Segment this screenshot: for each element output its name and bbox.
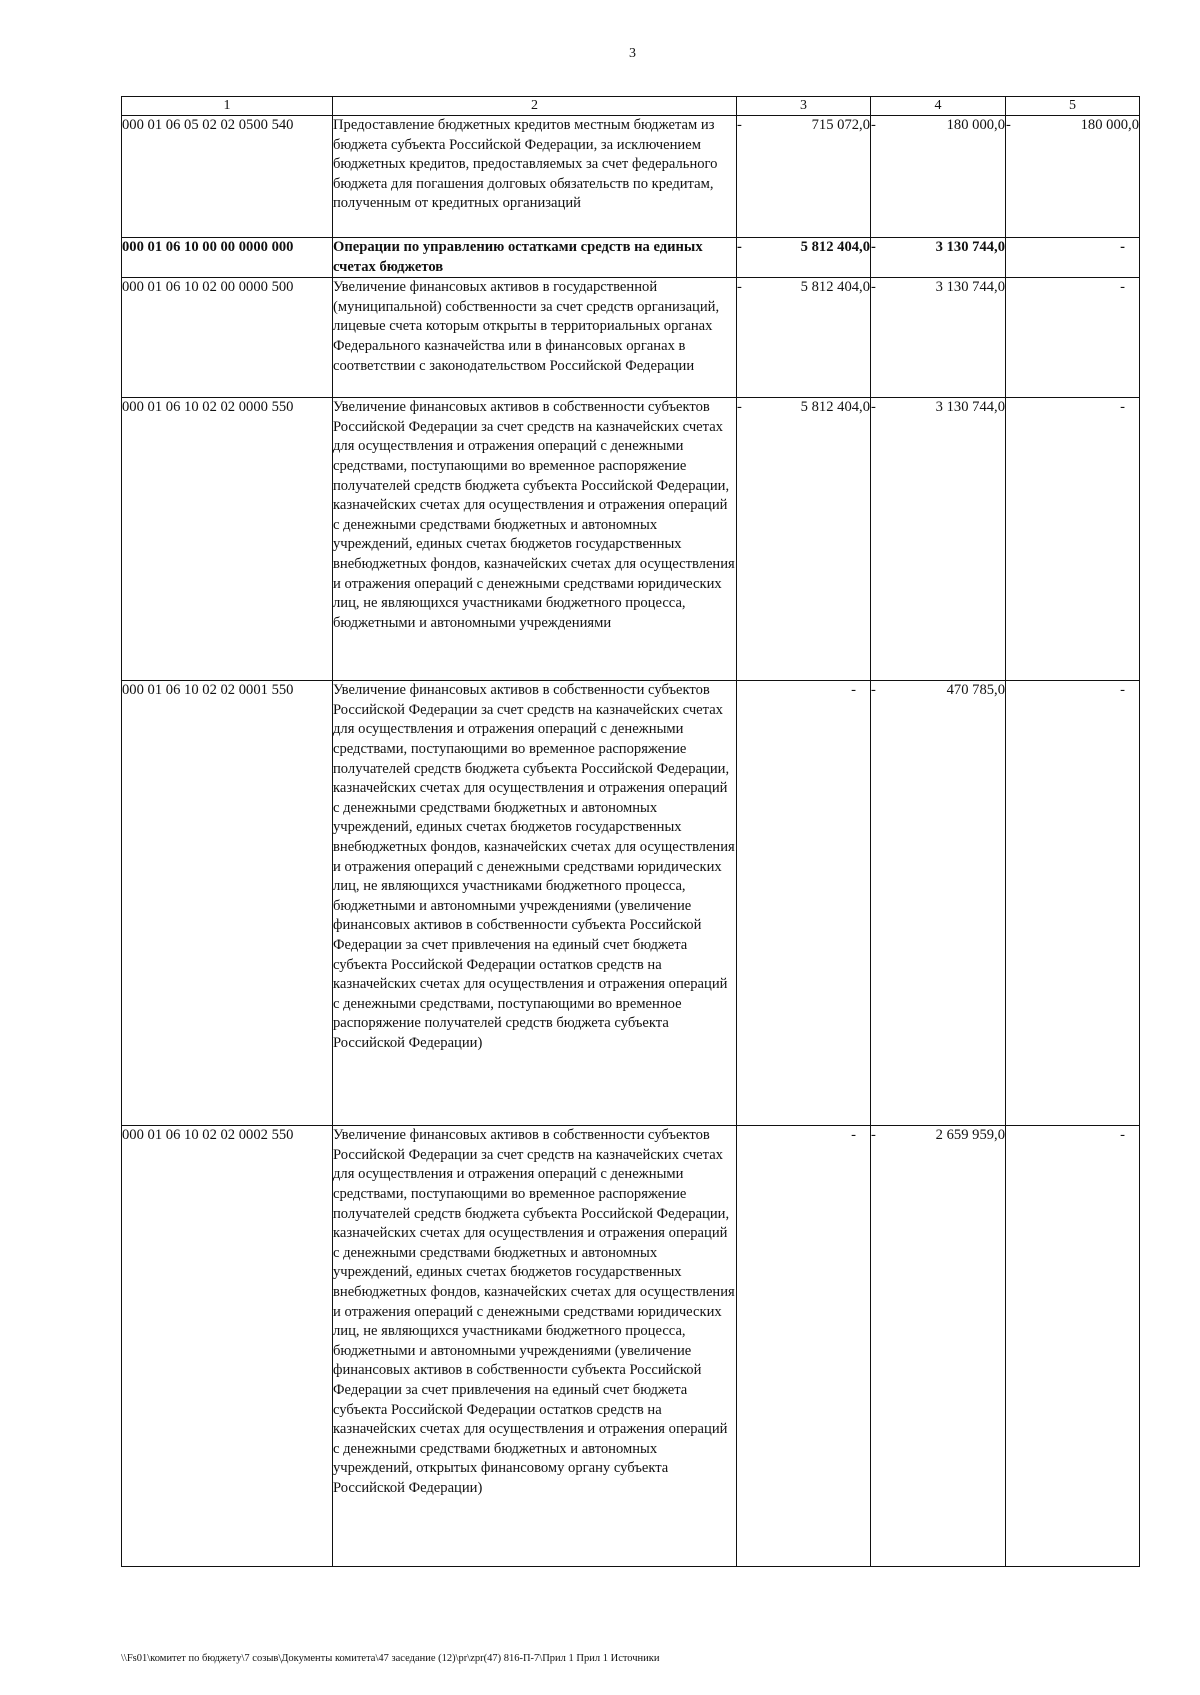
amount-value: 5 812 404,0 xyxy=(800,399,870,416)
dash-mark: - xyxy=(1006,117,1011,133)
budget-code: 000 01 06 10 02 02 0001 550 xyxy=(122,681,333,1126)
table-row xyxy=(122,398,1140,681)
amount-col5: - xyxy=(1006,278,1140,398)
table-row xyxy=(122,681,1140,1126)
amount-col3: - xyxy=(737,1126,871,1567)
budget-code: 000 01 06 10 02 02 0000 550 xyxy=(122,398,333,681)
amount-value: 5 812 404,0 xyxy=(800,279,870,296)
dash-mark: - xyxy=(871,682,876,699)
amount-col3 xyxy=(737,278,871,398)
amount-col5 xyxy=(1006,116,1140,238)
column-header: 5 xyxy=(1006,97,1140,116)
amount-col4 xyxy=(871,1126,1006,1567)
dash-mark: - xyxy=(871,239,876,255)
row-description: Предоставление бюджетных кредитов местным бюджетам из бюджета субъекта Российской Федерации, за исключением бюджетных кредитов, предоставляемых за счет федерального бюджета для погашения долговых обязательств по кредитам, полученным от кредитных организаций xyxy=(333,116,737,238)
column-header: 3 xyxy=(737,97,871,116)
amount-value: 470 785,0 xyxy=(946,682,1005,699)
budget-code: 000 01 06 10 00 00 0000 000 xyxy=(122,238,333,278)
amount-value: 180 000,0 xyxy=(946,117,1005,133)
amount-value: 3 130 744,0 xyxy=(935,279,1005,296)
table-row xyxy=(122,1126,1140,1567)
row-description: Увеличение финансовых активов в государственной (муниципальной) собственности за счет средств организаций, лицевые счета которым открыты в территориальных органах Федерального казначейства или в финансовых органах в соответствии с законодательством Российской Федерации xyxy=(333,278,737,398)
amount-col4 xyxy=(871,278,1006,398)
amount-col4 xyxy=(871,238,1006,278)
column-header: 2 xyxy=(333,97,737,116)
amount-col5: - xyxy=(1006,1126,1140,1567)
amount-col5: - xyxy=(1006,681,1140,1126)
amount-col4 xyxy=(871,398,1006,681)
sources-table xyxy=(121,96,1140,1567)
dash-mark: - xyxy=(737,117,742,133)
amount-col5: - xyxy=(1006,398,1140,681)
column-header: 4 xyxy=(871,97,1006,116)
amount-col5: - xyxy=(1006,238,1140,278)
table-row xyxy=(122,116,1140,238)
column-header: 1 xyxy=(122,97,333,116)
row-description: Увеличение финансовых активов в собственности субъектов Российской Федерации за счет средств на казначейских счетах для осуществления и отражения операций с денежными средствами, поступающими во временное распоряжение получателей средств бюджета субъекта Российской Федерации, казначейских счетах для осуществления и отражения операций с денежными средствами бюджетных и автономных учреждений, единых счетах бюджетов государственных внебюджетных фондов, казначейских счетах для осуществления и отражения операций с денежными средствами юридических лиц, не являющихся участниками бюджетного процесса, бюджетными и автономными учреждениями (увеличение финансовых активов в собственности субъекта Российской Федерации за счет привлечения на единый счет бюджета субъекта Российской Федерации остатков средств на казначейских счетах для осуществления и отражения операций с денежными средствами, поступающими во временное распоряжение получателей средств бюджета субъекта Российской Федерации) xyxy=(333,681,737,1126)
budget-code: 000 01 06 10 02 00 0000 500 xyxy=(122,278,333,398)
row-description: Увеличение финансовых активов в собственности субъектов Российской Федерации за счет средств на казначейских счетах для осуществления и отражения операций с денежными средствами, поступающими во временное распоряжение получателей средств бюджета субъекта Российской Федерации, казначейских счетах для осуществления и отражения операций с денежными средствами бюджетных и автономных учреждений, единых счетах бюджетов государственных внебюджетных фондов, казначейских счетах для осуществления и отражения операций с денежными средствами юридических лиц, не являющихся участниками бюджетного процесса, бюджетными и автономными учреждениями xyxy=(333,398,737,681)
budget-code: 000 01 06 10 02 02 0002 550 xyxy=(122,1126,333,1567)
amount-col3 xyxy=(737,116,871,238)
amount-value: 715 072,0 xyxy=(811,117,870,133)
row-description: Операции по управлению остатками средств на единых счетах бюджетов xyxy=(333,238,737,278)
amount-value: 180 000,0 xyxy=(1080,117,1139,133)
amount-col3 xyxy=(737,398,871,681)
amount-value: 5 812 404,0 xyxy=(800,239,870,255)
amount-value: 3 130 744,0 xyxy=(935,399,1005,416)
dash-mark: - xyxy=(871,399,876,416)
amount-col4 xyxy=(871,681,1006,1126)
table-header-row xyxy=(122,97,1140,116)
amount-col4 xyxy=(871,116,1006,238)
amount-col3: - xyxy=(737,681,871,1126)
amount-col3 xyxy=(737,238,871,278)
dash-mark: - xyxy=(871,1127,876,1144)
amount-value: 3 130 744,0 xyxy=(935,239,1005,255)
dash-mark: - xyxy=(871,279,876,296)
table-row xyxy=(122,278,1140,398)
dash-mark: - xyxy=(871,117,876,133)
budget-code: 000 01 06 05 02 02 0500 540 xyxy=(122,116,333,238)
table-row xyxy=(122,238,1140,278)
page-number: 3 xyxy=(629,46,636,61)
row-description: Увеличение финансовых активов в собственности субъектов Российской Федерации за счет средств на казначейских счетах для осуществления и отражения операций с денежными средствами, поступающими во временное распоряжение получателей средств бюджета субъекта Российской Федерации, казначейских счетах для осуществления и отражения операций с денежными средствами бюджетных и автономных учреждений, единых счетах бюджетов государственных внебюджетных фондов, казначейских счетах для осуществления и отражения операций с денежными средствами юридических лиц, не являющихся участниками бюджетного процесса, бюджетными и автономными учреждениями (увеличение финансовых активов в собственности субъекта Российской Федерации за счет привлечения на единый счет бюджета субъекта Российской Федерации остатков средств на казначейских счетах для осуществления и отражения операций с денежными средствами бюджетных и автономных учреждений, открытых финансовому органу субъекта Российской Федерации) xyxy=(333,1126,737,1567)
dash-mark: - xyxy=(737,399,742,416)
dash-mark: - xyxy=(737,279,742,296)
amount-value: 2 659 959,0 xyxy=(935,1127,1005,1144)
dash-mark: - xyxy=(737,239,742,255)
footer-file-path: \\Fs01\комитет по бюджету\7 созыв\Документы комитета\47 заседание (12)\pr\zpr(47) 816-П-7\Прил 1 Прил 1 Источники xyxy=(121,1653,660,1664)
